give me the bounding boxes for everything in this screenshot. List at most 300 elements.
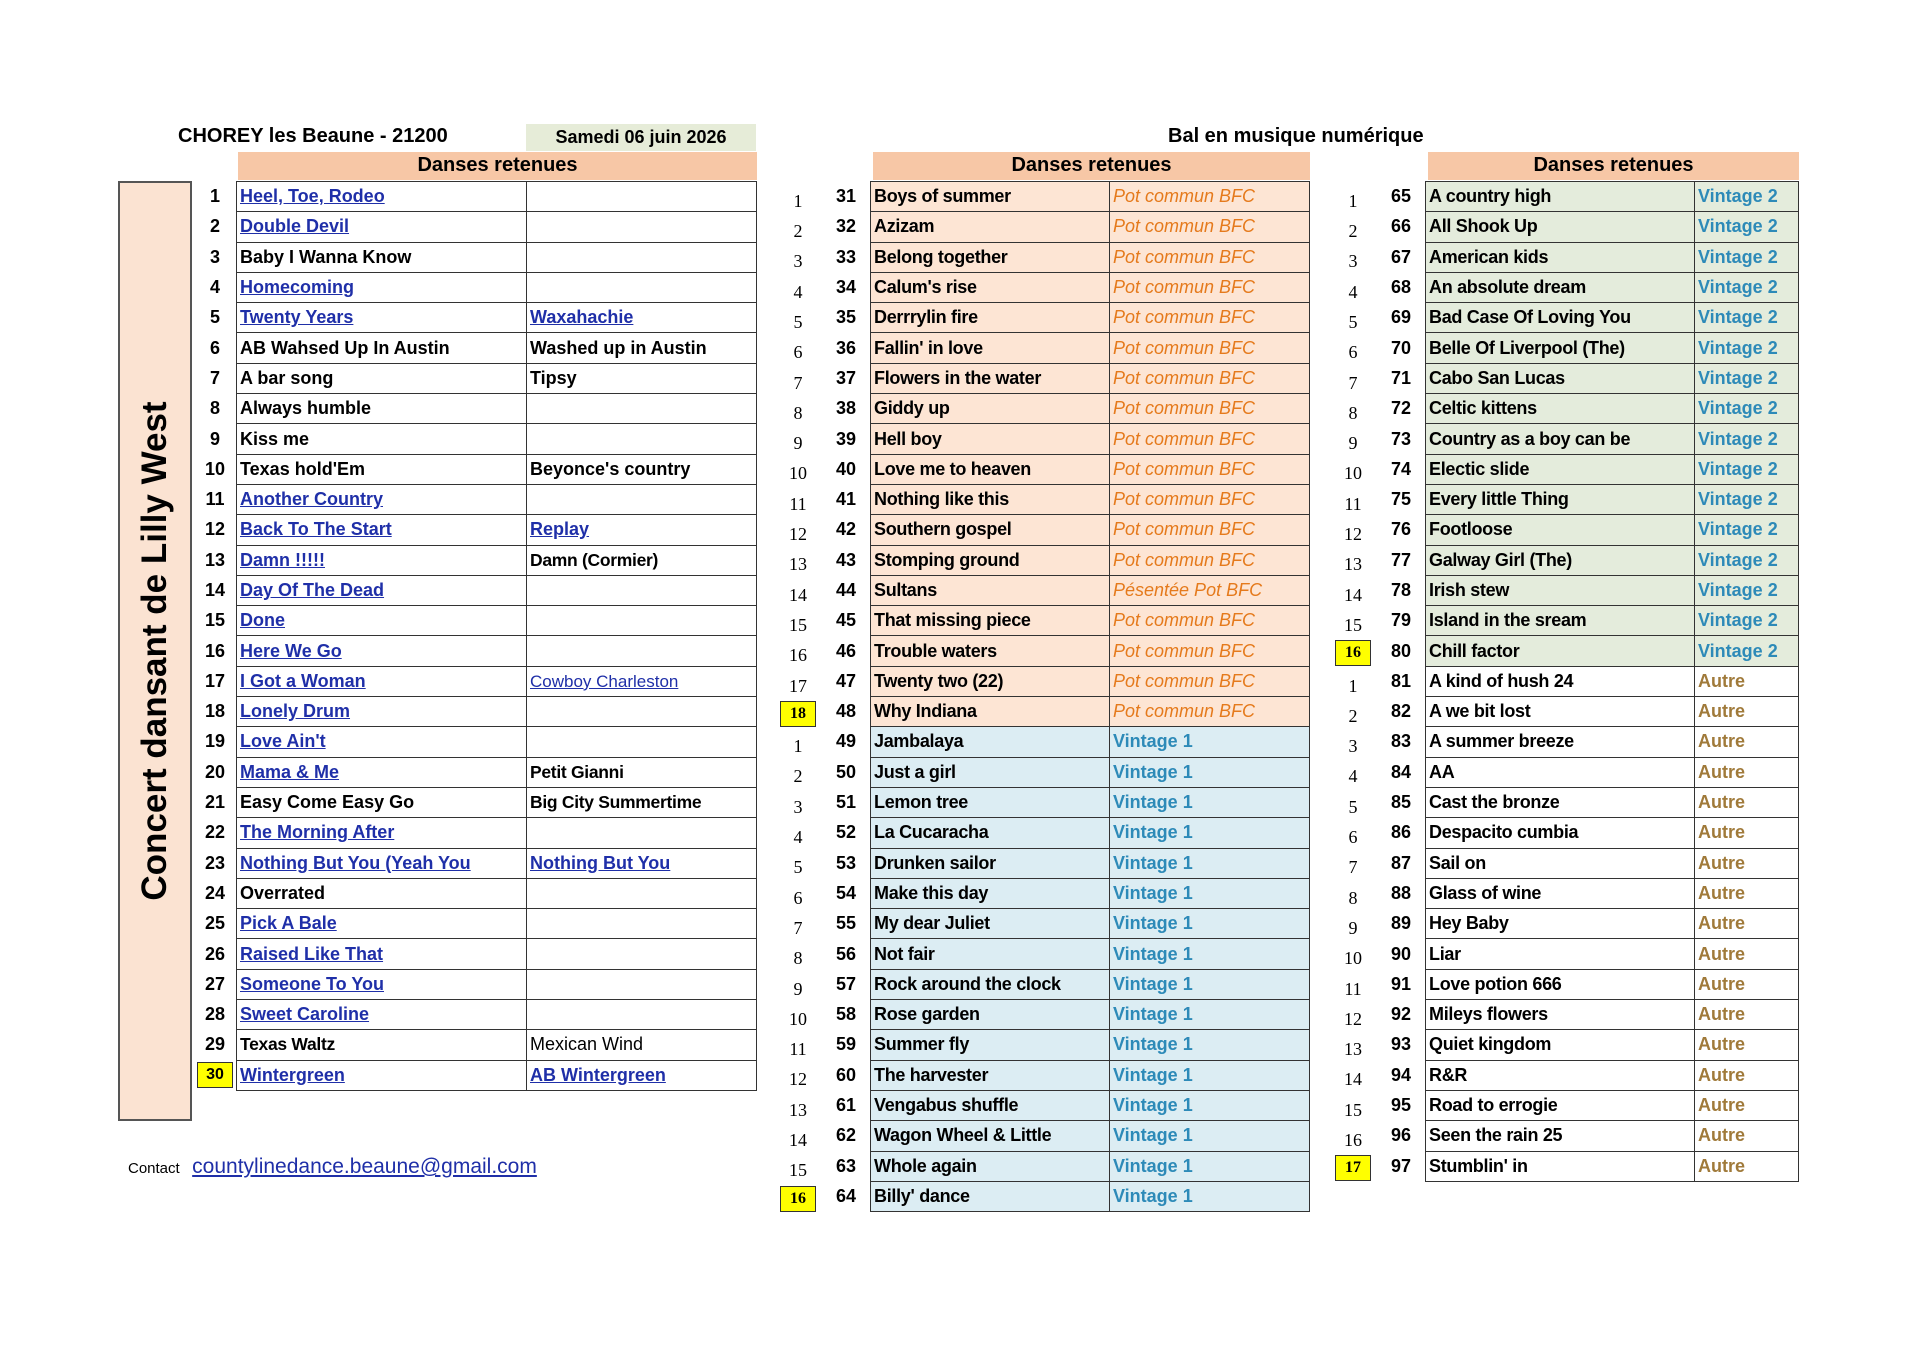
row-number [194,424,237,454]
dance-name: Nothing like this [871,484,1110,514]
row-number [194,575,237,605]
category-count [774,545,822,575]
row-number-text: 1 [209,186,220,207]
category-count [774,666,822,696]
row-number: 36 [835,337,857,358]
category-tag-text: Autre [1698,1095,1746,1116]
dance-name: Derrrylin fire [871,303,1110,333]
category-tag-text: Vintage 2 [1698,489,1778,510]
alt-dance-name: Damn (Cormier) [530,549,659,570]
category-tag [1110,515,1310,545]
dance-name[interactable]: Heel, Toe, Rodeo [240,186,385,207]
table-row [194,424,757,454]
category-tag-text: Vintage 2 [1698,186,1778,207]
row-number: 61 [835,1095,857,1116]
table-row [1329,1090,1799,1120]
category-tag-text: Vintage 1 [1113,882,1193,903]
category-tag [1695,757,1799,787]
table-row [194,666,757,696]
dance-name-cell [237,878,527,908]
dance-name[interactable]: Double Devil [240,216,350,237]
row-number-text: 4 [209,277,220,298]
alt-dance-cell [527,727,757,757]
table-row [774,1121,1310,1151]
row-number: 35 [835,307,857,328]
dance-name[interactable]: Raised Like That [240,943,384,964]
alt-dance-name[interactable]: Nothing But You [530,852,671,873]
row-number: 93 [1390,1034,1412,1055]
category-count [774,848,822,878]
alt-dance-name[interactable]: AB Wintergreen [530,1064,666,1085]
row-number: 38 [835,398,857,419]
category-count [774,272,822,302]
table-row [194,545,757,575]
category-tag-text: Autre [1698,792,1746,813]
dance-name: Texas hold'Em [240,458,365,479]
row-number-text: 22 [204,822,226,843]
dance-name: Footloose [1426,515,1695,545]
dance-name-cell [237,545,527,575]
table-row [1329,212,1799,242]
category-tag-text: Vintage 1 [1113,852,1193,873]
dance-name: Giddy up [871,394,1110,424]
category-count [774,1090,822,1120]
dance-name-cell [237,212,527,242]
row-number: 88 [1390,882,1412,903]
category-tag [1695,939,1799,969]
dance-name: Despacito cumbia [1426,818,1695,848]
row-number: 75 [1390,489,1412,510]
dance-name: Boys of summer [871,182,1110,212]
category-count-text: 15 [1344,614,1362,635]
category-tag [1695,606,1799,636]
alt-dance-name[interactable]: Cowboy Charleston [530,671,679,691]
table-col1 [194,181,757,1091]
category-tag-text: Pot commun BFC [1113,549,1256,570]
alt-dance-cell [527,515,757,545]
table-row [774,1030,1310,1060]
row-number [194,757,237,787]
dance-name[interactable]: Here We Go [240,640,342,661]
category-tag-text: Vintage 2 [1698,580,1778,600]
table-row [1329,1151,1799,1181]
event-title: Bal en musique numérique [1168,125,1424,147]
table-row [774,303,1310,333]
category-tag-text: Pot commun BFC [1113,489,1256,510]
category-count [1329,515,1377,545]
section-head-3: Danses retenues [1428,152,1799,180]
category-tag [1695,697,1799,727]
row-number: 43 [835,549,857,570]
category-tag-text: Pot commun BFC [1113,701,1256,722]
category-count-text: 16 [1335,640,1371,666]
category-count [1329,1000,1377,1030]
table-row [1329,757,1799,787]
dance-name[interactable]: Someone To You [240,973,385,994]
alt-dance-cell [527,454,757,484]
category-count-text: 5 [793,857,803,878]
category-tag-text: Pot commun BFC [1113,458,1256,479]
category-count-text: 13 [1344,554,1362,575]
table-row [774,697,1310,727]
category-count-text: 6 [1348,342,1358,363]
category-count [1329,242,1377,272]
row-number-text: 8 [209,398,220,419]
table-row [1329,969,1799,999]
row-number: 89 [1390,913,1412,934]
row-number: 92 [1390,1004,1412,1025]
category-count-text: 12 [789,1069,807,1090]
row-number-text: 29 [204,1034,226,1055]
row-number: 55 [835,913,857,934]
alt-dance-cell [527,666,757,696]
category-tag [1110,575,1310,605]
category-tag [1695,272,1799,302]
row-number [194,969,237,999]
category-count-text: 3 [1348,736,1358,757]
category-tag-text: Pot commun BFC [1113,337,1256,358]
dance-name: Bad Case Of Loving You [1426,303,1695,333]
row-number [194,454,237,484]
dance-name: Calum's rise [871,272,1110,302]
category-count [1329,303,1377,333]
row-number: 45 [835,610,857,631]
dance-name: Love potion 666 [1426,969,1695,999]
category-tag [1695,545,1799,575]
dance-name: An absolute dream [1426,272,1695,302]
row-number: 95 [1390,1095,1412,1116]
category-tag [1110,727,1310,757]
category-count-text: 11 [1344,978,1362,999]
dance-name: Make this day [871,878,1110,908]
category-count-text: 2 [1348,705,1358,726]
category-count-text: 1 [793,736,803,757]
category-tag [1110,606,1310,636]
category-count-text: 14 [1344,1069,1362,1090]
row-number [194,636,237,666]
row-number-text: 13 [204,549,226,570]
category-count [1329,606,1377,636]
category-tag-text: Pot commun BFC [1113,307,1256,328]
category-count [1329,272,1377,302]
dance-name: Kiss me [240,428,310,449]
category-tag [1110,1121,1310,1151]
dance-name[interactable]: Back To The Start [240,519,392,540]
table-row [194,848,757,878]
row-number: 69 [1390,307,1412,328]
row-number: 87 [1390,852,1412,873]
row-number-text: 16 [204,640,226,661]
dance-name-cell [237,484,527,514]
alt-dance-name[interactable]: Replay [530,519,590,540]
row-number-text: 7 [209,367,220,388]
category-tag [1110,394,1310,424]
dance-name: Cabo San Lucas [1426,363,1695,393]
row-number: 90 [1390,943,1412,964]
category-tag [1695,878,1799,908]
category-count [774,1000,822,1030]
dance-name-cell [237,606,527,636]
dance-name[interactable]: Sweet Caroline [240,1004,370,1025]
category-tag-text: Vintage 1 [1113,1034,1193,1055]
dance-name[interactable]: Love Ain't [240,731,326,752]
dance-name: Always humble [240,398,372,419]
table-row [1329,909,1799,939]
row-number [194,666,237,696]
row-number-text: 17 [204,670,226,691]
dance-name: Belong together [871,242,1110,272]
category-count [1329,939,1377,969]
row-number: 65 [1390,186,1412,207]
category-tag-text: Autre [1698,1004,1746,1025]
category-count-text: 7 [1348,857,1358,878]
alt-dance-cell [527,424,757,454]
dance-name: Cast the bronze [1426,787,1695,817]
category-count [774,242,822,272]
dance-name[interactable]: Twenty Years [240,307,354,328]
category-count-text: 1 [1348,190,1358,211]
row-number: 47 [835,670,857,691]
dance-name[interactable]: Another Country [240,489,383,510]
row-number: 58 [835,1004,857,1025]
row-number: 66 [1390,216,1412,237]
dance-name: Wagon Wheel & Little [871,1121,1110,1151]
category-count-text: 15 [789,614,807,635]
category-tag-text: Autre [1698,1064,1746,1085]
dance-name-cell [237,242,527,272]
sidebar-title: Concert dansant de Lilly West [135,401,174,901]
category-tag [1695,1151,1799,1181]
category-tag-text: Vintage 2 [1698,246,1778,267]
category-tag [1695,909,1799,939]
dance-name[interactable]: Lonely Drum [240,701,351,722]
dance-name[interactable]: Damn !!!!! [240,549,325,570]
alt-dance-name[interactable]: Waxahachie [530,307,634,328]
category-count-text: 3 [793,251,803,272]
dance-name: Lemon tree [871,787,1110,817]
category-tag [1110,909,1310,939]
row-number [194,878,237,908]
category-tag-text: Vintage 1 [1113,1095,1193,1116]
category-tag [1695,424,1799,454]
row-number: 41 [835,489,857,510]
category-count-text: 6 [793,887,803,908]
row-number-text: 2 [209,216,220,237]
dance-name: AB Wahsed Up In Austin [240,337,450,358]
dance-name-cell [237,575,527,605]
dance-name-cell [237,424,527,454]
table-row [1329,242,1799,272]
category-tag [1695,1121,1799,1151]
dance-name: Belle Of Liverpool (The) [1426,333,1695,363]
row-number: 59 [835,1034,857,1055]
dance-name-cell [237,303,527,333]
alt-dance-cell [527,575,757,605]
category-tag [1110,878,1310,908]
category-tag [1695,212,1799,242]
dance-name: Country as a boy can be [1426,424,1695,454]
category-tag-text: Autre [1698,882,1746,903]
dance-name: Glass of wine [1426,878,1695,908]
dance-name[interactable]: The Morning After [240,822,395,843]
category-count [774,606,822,636]
category-count [774,333,822,363]
dance-name: Hell boy [871,424,1110,454]
dance-name: Twenty two (22) [871,666,1110,696]
dance-name-cell [237,1060,527,1090]
row-number: 56 [835,943,857,964]
dance-name: Drunken sailor [871,848,1110,878]
row-number [194,242,237,272]
category-tag-text: Vintage 1 [1113,973,1193,994]
category-tag [1695,333,1799,363]
category-count [774,787,822,817]
table-row [1329,848,1799,878]
category-count [1329,333,1377,363]
dance-name-cell [237,969,527,999]
dance-name[interactable]: Done [240,610,285,631]
table-row [1329,636,1799,666]
category-count-text: 11 [789,1039,807,1060]
table-row [1329,575,1799,605]
row-number: 70 [1390,337,1412,358]
table-row [194,969,757,999]
table-row [774,939,1310,969]
category-count [1329,545,1377,575]
category-count [1329,394,1377,424]
category-tag [1695,454,1799,484]
category-tag-text: Autre [1698,701,1746,722]
row-number: 77 [1390,549,1412,570]
row-number-text: 3 [209,246,220,267]
table-row [774,606,1310,636]
row-number [194,909,237,939]
table-row [774,848,1310,878]
alt-dance-cell [527,878,757,908]
dance-name: That missing piece [871,606,1110,636]
category-count [1329,1151,1377,1181]
row-number [194,606,237,636]
table-row [194,363,757,393]
dance-name: Baby I Wanna Know [240,246,412,267]
category-tag-text: Vintage 1 [1113,1185,1193,1206]
dance-name[interactable]: Mama & Me [240,761,340,782]
dance-name: Not fair [871,939,1110,969]
row-number [194,848,237,878]
table-row [1329,394,1799,424]
row-number: 37 [835,367,857,388]
dance-name[interactable]: I Got a Woman [240,670,366,691]
row-number: 94 [1390,1064,1412,1085]
category-count-text: 4 [793,827,803,848]
category-count [1329,848,1377,878]
table-row [774,182,1310,212]
dance-name: A kind of hush 24 [1426,666,1695,696]
dance-name[interactable]: Wintergreen [240,1064,345,1085]
table-row [1329,727,1799,757]
row-number: 83 [1390,731,1412,752]
category-count [774,818,822,848]
category-tag-text: Vintage 2 [1698,610,1778,631]
dance-name-cell [237,272,527,302]
category-tag-text: Autre [1698,913,1746,934]
category-count [774,1060,822,1090]
row-number: 80 [1390,640,1412,661]
category-tag [1695,303,1799,333]
category-tag [1695,666,1799,696]
category-tag-text: Autre [1698,852,1746,873]
row-number [194,182,237,212]
table-row [194,303,757,333]
alt-dance-name: Beyonce's country [530,458,691,479]
row-number-text: 20 [204,761,226,782]
dance-name[interactable]: Homecoming [240,277,355,298]
category-count [774,424,822,454]
row-number: 46 [835,640,857,661]
category-count [774,212,822,242]
dance-name[interactable]: Day Of The Dead [240,580,385,600]
row-number: 72 [1390,398,1412,419]
category-count-text: 12 [789,524,807,545]
alt-dance-cell [527,303,757,333]
row-number [194,787,237,817]
category-tag [1110,363,1310,393]
table-row [194,575,757,605]
table-row [1329,454,1799,484]
dance-name[interactable]: Pick A Bale [240,913,337,934]
category-tag [1110,939,1310,969]
category-count-text: 4 [1348,766,1358,787]
row-number-text: 15 [204,610,226,631]
dance-name[interactable]: Nothing But You (Yeah You [240,852,471,873]
dance-name-cell [237,818,527,848]
category-count [1329,424,1377,454]
alt-dance-name: Big City Summertime [530,792,702,813]
table-row [194,1060,757,1090]
table-row [1329,303,1799,333]
row-number-text: 14 [204,580,226,600]
category-tag-text: Pot commun BFC [1113,610,1256,631]
category-tag-text: Autre [1698,731,1746,752]
category-count [774,636,822,666]
contact-row [128,1155,537,1179]
dance-name: The harvester [871,1060,1110,1090]
category-tag [1695,636,1799,666]
contact-email-link[interactable]: countylinedance.beaune@gmail.com [192,1155,537,1178]
category-tag-text: Vintage 2 [1698,549,1778,570]
row-number: 60 [835,1064,857,1085]
dance-name: Seen the rain 25 [1426,1121,1695,1151]
table-row [1329,818,1799,848]
section-head-2: Danses retenues [873,152,1310,180]
category-count [1329,757,1377,787]
row-number-text: 12 [204,519,226,540]
row-number: 42 [835,519,857,540]
dance-name: A country high [1426,182,1695,212]
row-number: 74 [1390,458,1412,479]
category-count-text: 5 [1348,796,1358,817]
category-tag [1110,636,1310,666]
category-tag-text: Vintage 2 [1698,277,1778,298]
event-date: Samedi 06 juin 2026 [526,124,756,151]
table-row [1329,666,1799,696]
dance-name: A we bit lost [1426,697,1695,727]
dance-name: Southern gospel [871,515,1110,545]
row-number: 84 [1390,761,1412,782]
category-count-text: 10 [1344,463,1362,484]
row-number-text: 25 [204,913,226,934]
category-count-text: 3 [1348,251,1358,272]
